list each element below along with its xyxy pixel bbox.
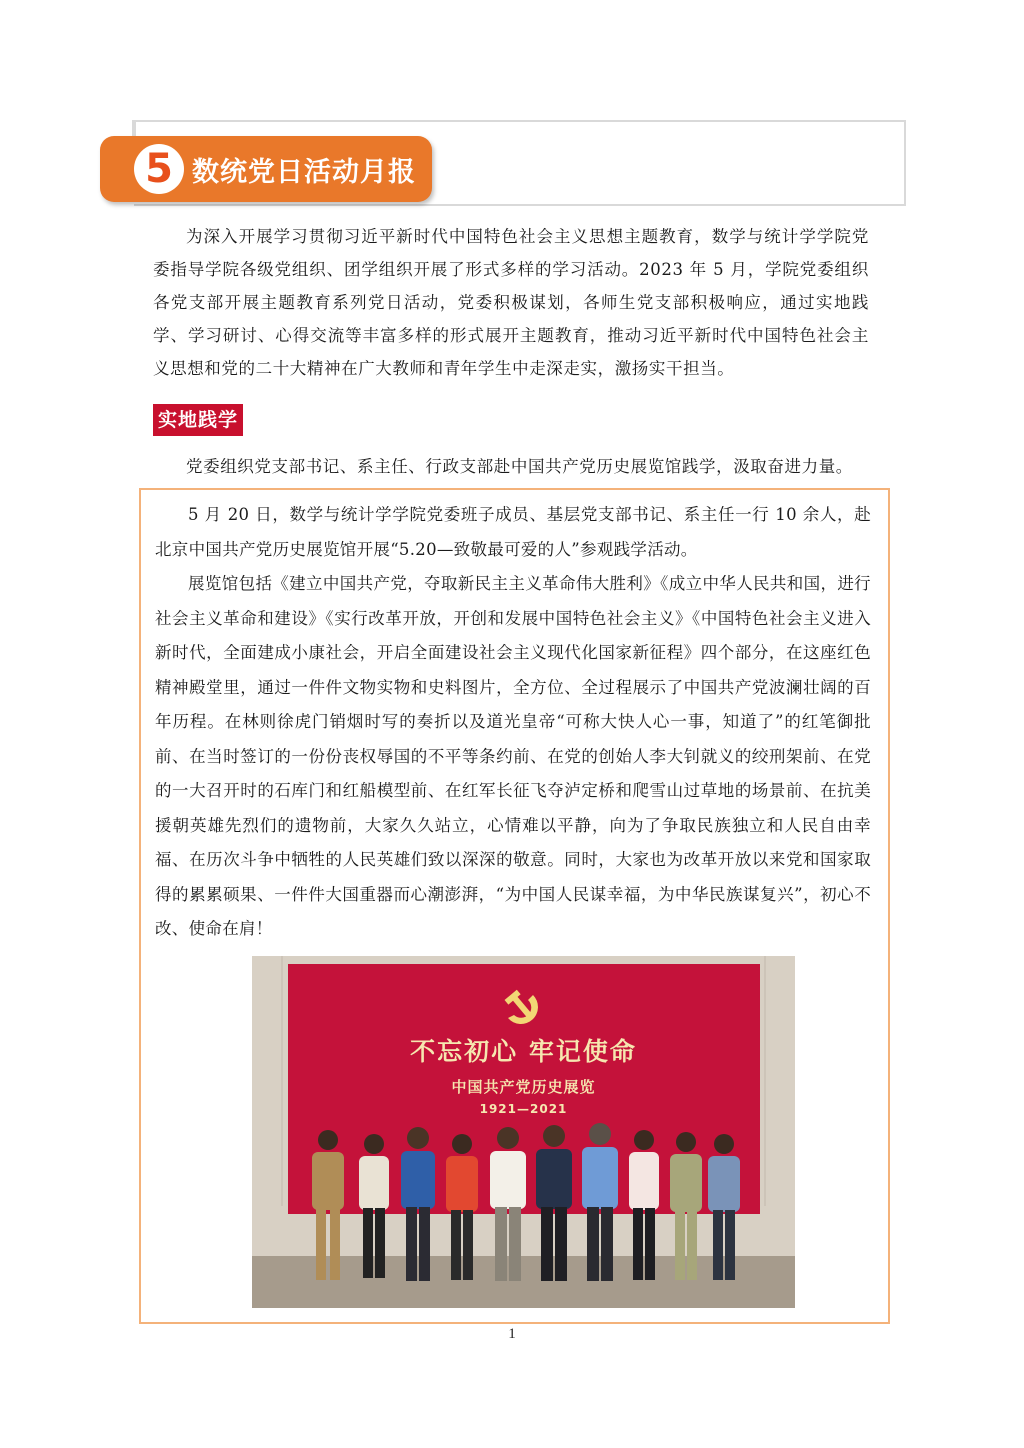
photo-years-text: 1921—2021 xyxy=(479,1102,568,1116)
photo-exhibition-text: 中国共产党历史展览 xyxy=(451,1078,596,1096)
section-number: 5 xyxy=(134,144,184,194)
activity-paragraph-2: 展览馆包括《建立中国共产党，夺取新民主主义革命伟大胜利》《成立中华人民共和国，进行社会主义革命和建设》《实行改革开放，开创和发展中国特色社会主义》《中国特色社会主义进入新时代，全面建成小康社会，开启全面建设社会主义现代化国家新征程》四个部分，在这座红色精神殿堂里，通过一件件文物实物和史料图片，全方位、全过程展示了中国共产党波澜壮阔的百年历程。在林则徐虎门销烟时写的奏折以及道光皇帝“可称大快人心一事，知道了”的红笔御批前、在当时签订的一份份丧权辱国的不平等条约前、在党的创始人李大钊就义的绞刑架前、在党的一大召开时的石库门和红船模型前、在红军长征飞夺泸定桥和爬雪山过草地的场景前、在抗美援朝英雄先烈们的遗物前，大家久久站立，心情难以平静，向为了争取民族独立和人民自由幸福、在历次斗争中牺牲的人民英雄们致以深深的敬意。同时，大家也为改革开放以来党和国家取得的累累硕果、一件件大国重器而心潮澎湃，“为中国人民谋幸福，为中华民族谋复兴”，初心不改、使命在肩！ xyxy=(155,574,871,938)
section-tag: 实地践学 xyxy=(153,404,243,436)
photo-motto-text: 不忘初心 牢记使命 xyxy=(410,1037,637,1066)
group-photo xyxy=(252,956,795,1308)
section-header-badge xyxy=(100,136,432,202)
activity-paragraph-1: 5 月 20 日，数学与统计学学院党委班子成员、基层党支部书记、系主任一行 10 余人，赴北京中国共产党历史展览馆开展“5.20—致敬最可爱的人”参观践学活动。 xyxy=(155,505,871,559)
page-number: 1 xyxy=(508,1326,516,1342)
intro-paragraph: 为深入开展学习贯彻习近平新时代中国特色社会主义思想主题教育，数学与统计学学院党委指导学院各级党组织、团学组织开展了形式多样的学习活动。2023 年 5 月，学院党委组织各党支部开展主题教育系列党日活动，党委积极谋划，各师生党支部积极响应，通过实地践学、学习研讨、心得交流等丰富多样的形式展开主题教育，推动习近平新时代中国特色社会主义思想和党的二十大精神在广大教师和青年学生中走深走实，激扬实干担当。 xyxy=(153,227,869,378)
activity-report-box xyxy=(139,488,890,1324)
page-title: 数统党日活动月报 xyxy=(192,156,416,188)
group-photo-illustration xyxy=(252,956,795,1308)
section-lead-paragraph: 党委组织党支部书记、系主任、行政支部赴中国共产党历史展览馆践学，汲取奋进力量。 xyxy=(186,457,853,476)
